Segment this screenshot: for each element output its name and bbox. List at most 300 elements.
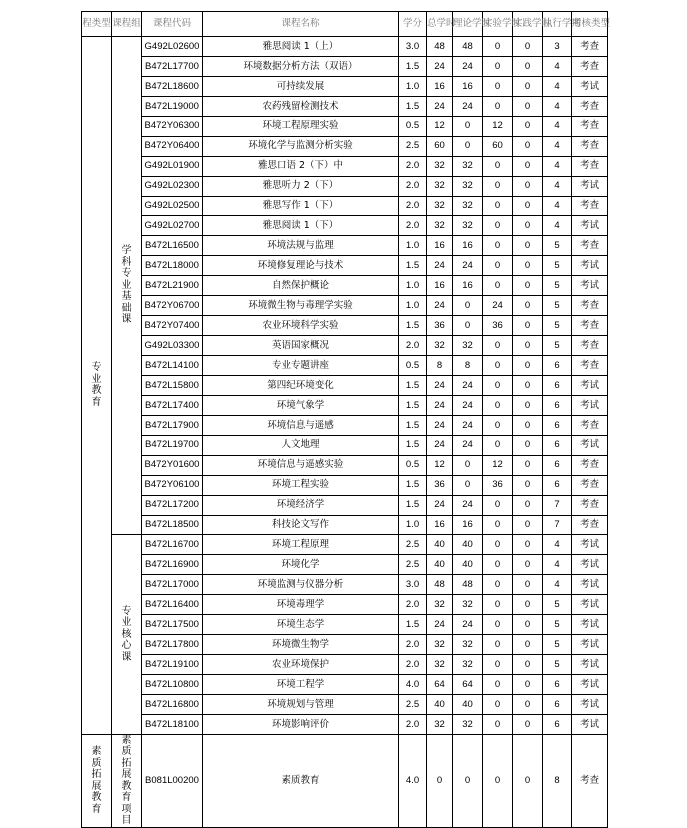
total-hours: 24 — [427, 415, 453, 435]
course-name: 环境监测与仪器分析 — [203, 575, 399, 595]
credit: 1.0 — [399, 515, 427, 535]
total-hours: 60 — [427, 136, 453, 156]
practice-hours: 0 — [513, 455, 543, 475]
experiment-hours: 24 — [483, 296, 513, 316]
term: 4 — [543, 136, 572, 156]
table-row — [82, 196, 608, 216]
experiment-hours: 0 — [483, 236, 513, 256]
experiment-hours: 0 — [483, 96, 513, 116]
term: 5 — [543, 615, 572, 635]
course-name: 雅思阅读 1（下） — [203, 216, 399, 236]
practice-hours: 0 — [513, 535, 543, 555]
theory-hours: 24 — [453, 96, 483, 116]
exam-type: 考试 — [572, 675, 608, 695]
total-hours: 16 — [427, 515, 453, 535]
credit: 1.0 — [399, 76, 427, 96]
experiment-hours: 12 — [483, 116, 513, 136]
table-row — [82, 535, 608, 555]
practice-hours: 0 — [513, 495, 543, 515]
practice-hours: 0 — [513, 555, 543, 575]
experiment-hours: 0 — [483, 256, 513, 276]
experiment-hours: 36 — [483, 475, 513, 495]
course-name: 环境工程原理实验 — [203, 116, 399, 136]
practice-hours: 0 — [513, 316, 543, 336]
total-hours: 24 — [427, 96, 453, 116]
term: 5 — [543, 336, 572, 356]
term: 3 — [543, 37, 572, 57]
group-core-text: 专业核心课 — [121, 605, 132, 663]
course-code: B472L21900 — [142, 276, 203, 296]
exam-type: 考试 — [572, 575, 608, 595]
term: 5 — [543, 655, 572, 675]
term: 6 — [543, 415, 572, 435]
practice-hours: 0 — [513, 116, 543, 136]
header-total-hours: 总学时 — [427, 12, 453, 37]
course-name: 专业专题讲座 — [203, 356, 399, 376]
practice-hours: 0 — [513, 635, 543, 655]
table-row — [82, 176, 608, 196]
term: 4 — [543, 216, 572, 236]
term: 6 — [543, 455, 572, 475]
exam-type: 考试 — [572, 216, 608, 236]
exam-type: 考查 — [572, 475, 608, 495]
exam-type: 考查 — [572, 515, 608, 535]
theory-hours: 32 — [453, 595, 483, 615]
table-row — [82, 495, 608, 515]
total-hours: 24 — [427, 56, 453, 76]
credit: 1.5 — [399, 96, 427, 116]
theory-hours: 48 — [453, 575, 483, 595]
exam-type: 考查 — [572, 316, 608, 336]
table-body — [82, 37, 608, 828]
credit: 2.0 — [399, 216, 427, 236]
course-name: 人文地理 — [203, 435, 399, 455]
experiment-hours: 0 — [483, 694, 513, 714]
exam-type: 考查 — [572, 495, 608, 515]
table-row — [82, 336, 608, 356]
course-name: 第四纪环境变化 — [203, 375, 399, 395]
table-row — [82, 415, 608, 435]
theory-hours: 40 — [453, 555, 483, 575]
practice-hours: 0 — [513, 56, 543, 76]
course-code: B472L17800 — [142, 635, 203, 655]
experiment-hours: 0 — [483, 395, 513, 415]
experiment-hours: 0 — [483, 356, 513, 376]
term: 5 — [543, 316, 572, 336]
experiment-hours: 0 — [483, 76, 513, 96]
theory-hours: 0 — [453, 316, 483, 336]
practice-hours: 0 — [513, 76, 543, 96]
course-name: 环境信息与遥感实验 — [203, 455, 399, 475]
exam-type: 考试 — [572, 256, 608, 276]
term: 4 — [543, 76, 572, 96]
credit: 1.0 — [399, 296, 427, 316]
course-name: 环境工程实验 — [203, 475, 399, 495]
exam-type: 考查 — [572, 356, 608, 376]
course-code: B472L16900 — [142, 555, 203, 575]
table-row — [82, 694, 608, 714]
practice-hours: 0 — [513, 415, 543, 435]
course-name: 环境信息与遥感 — [203, 415, 399, 435]
category-quality-text: 素质拓展教育 — [91, 746, 102, 815]
exam-type: 考查 — [572, 196, 608, 216]
course-code: B472L16800 — [142, 694, 203, 714]
exam-type: 考试 — [572, 655, 608, 675]
header-term: 执行学期 — [543, 12, 572, 37]
experiment-hours: 0 — [483, 435, 513, 455]
credit: 0.5 — [399, 116, 427, 136]
table-row — [82, 395, 608, 415]
practice-hours: 0 — [513, 37, 543, 57]
term: 4 — [543, 96, 572, 116]
table-row — [82, 296, 608, 316]
experiment-hours: 0 — [483, 216, 513, 236]
total-hours: 24 — [427, 435, 453, 455]
credit: 1.0 — [399, 276, 427, 296]
practice-hours: 0 — [513, 356, 543, 376]
course-code: B472L17900 — [142, 415, 203, 435]
table-row — [82, 595, 608, 615]
credit: 2.5 — [399, 535, 427, 555]
theory-hours: 48 — [453, 37, 483, 57]
theory-hours: 0 — [453, 136, 483, 156]
practice-hours: 0 — [513, 375, 543, 395]
header-code: 课程代码 — [142, 12, 203, 37]
practice-hours: 0 — [513, 675, 543, 695]
term: 6 — [543, 435, 572, 455]
course-name: 农药残留检测技术 — [203, 96, 399, 116]
total-hours: 40 — [427, 694, 453, 714]
course-name: 环境经济学 — [203, 495, 399, 515]
theory-hours: 0 — [453, 455, 483, 475]
total-hours: 32 — [427, 156, 453, 176]
credit: 2.0 — [399, 655, 427, 675]
course-name: 素质教育 — [203, 734, 399, 827]
table-row — [82, 156, 608, 176]
total-hours: 32 — [427, 176, 453, 196]
table-row — [82, 375, 608, 395]
table-row — [82, 356, 608, 376]
total-hours: 24 — [427, 375, 453, 395]
course-name: 可持续发展 — [203, 76, 399, 96]
header-experiment-hours: 实验学时 — [483, 12, 513, 37]
experiment-hours: 60 — [483, 136, 513, 156]
credit: 1.5 — [399, 395, 427, 415]
practice-hours: 0 — [513, 435, 543, 455]
course-name: 环境毒理学 — [203, 595, 399, 615]
practice-hours: 0 — [513, 296, 543, 316]
total-hours: 24 — [427, 495, 453, 515]
experiment-hours: 0 — [483, 156, 513, 176]
course-code: B472Y06700 — [142, 296, 203, 316]
course-name: 农业环境保护 — [203, 655, 399, 675]
table-row — [82, 435, 608, 455]
total-hours: 8 — [427, 356, 453, 376]
practice-hours: 0 — [513, 136, 543, 156]
course-code: B472L19700 — [142, 435, 203, 455]
credit: 3.0 — [399, 575, 427, 595]
term: 4 — [543, 116, 572, 136]
term: 7 — [543, 495, 572, 515]
total-hours: 36 — [427, 475, 453, 495]
category-professional — [82, 37, 112, 735]
exam-type: 考试 — [572, 375, 608, 395]
practice-hours: 0 — [513, 395, 543, 415]
credit: 1.0 — [399, 236, 427, 256]
header-exam-type: 考核类型 — [572, 12, 608, 37]
experiment-hours: 0 — [483, 635, 513, 655]
course-code: G492L03300 — [142, 336, 203, 356]
credit: 1.5 — [399, 615, 427, 635]
group-basic-text: 学科专业基础课 — [121, 245, 132, 326]
term: 4 — [543, 176, 572, 196]
table-row — [82, 276, 608, 296]
curriculum-table — [81, 11, 611, 828]
exam-type: 考查 — [572, 156, 608, 176]
theory-hours: 32 — [453, 714, 483, 734]
total-hours: 24 — [427, 256, 453, 276]
credit: 1.5 — [399, 375, 427, 395]
course-code: B472L10800 — [142, 675, 203, 695]
total-hours: 16 — [427, 236, 453, 256]
header-name: 课程名称 — [203, 12, 399, 37]
theory-hours: 64 — [453, 675, 483, 695]
experiment-hours: 0 — [483, 415, 513, 435]
total-hours: 32 — [427, 714, 453, 734]
exam-type: 考查 — [572, 56, 608, 76]
credit: 2.0 — [399, 336, 427, 356]
course-name: 环境规划与管理 — [203, 694, 399, 714]
course-name: 雅思写作 1（下） — [203, 196, 399, 216]
experiment-hours: 0 — [483, 555, 513, 575]
course-name: 雅思阅读 1（上） — [203, 37, 399, 57]
exam-type: 考试 — [572, 615, 608, 635]
credit: 2.0 — [399, 635, 427, 655]
exam-type: 考试 — [572, 595, 608, 615]
course-code: B472Y01600 — [142, 455, 203, 475]
course-name: 环境气象学 — [203, 395, 399, 415]
theory-hours: 16 — [453, 515, 483, 535]
exam-type: 考试 — [572, 76, 608, 96]
term: 7 — [543, 515, 572, 535]
credit: 3.0 — [399, 37, 427, 57]
experiment-hours: 0 — [483, 515, 513, 535]
experiment-hours: 36 — [483, 316, 513, 336]
table-row — [82, 734, 608, 827]
term: 6 — [543, 675, 572, 695]
course-code: B472L14100 — [142, 356, 203, 376]
total-hours: 24 — [427, 615, 453, 635]
table-row — [82, 455, 608, 475]
course-code: G492L01900 — [142, 156, 203, 176]
course-name: 环境化学与监测分析实验 — [203, 136, 399, 156]
course-name: 环境微生物学 — [203, 635, 399, 655]
term: 6 — [543, 475, 572, 495]
course-name: 环境修复理论与技术 — [203, 256, 399, 276]
theory-hours: 32 — [453, 655, 483, 675]
exam-type: 考试 — [572, 176, 608, 196]
table-row — [82, 37, 608, 57]
total-hours: 32 — [427, 196, 453, 216]
exam-type: 考查 — [572, 296, 608, 316]
table-row — [82, 475, 608, 495]
credit: 0.5 — [399, 356, 427, 376]
experiment-hours: 12 — [483, 455, 513, 475]
course-code: B472L16400 — [142, 595, 203, 615]
category-quality — [82, 734, 112, 827]
table-row — [82, 76, 608, 96]
term: 6 — [543, 375, 572, 395]
total-hours: 24 — [427, 395, 453, 415]
credit: 1.5 — [399, 56, 427, 76]
exam-type: 考试 — [572, 276, 608, 296]
course-code: B472L17000 — [142, 575, 203, 595]
experiment-hours: 0 — [483, 615, 513, 635]
experiment-hours: 0 — [483, 575, 513, 595]
course-code: B472L19000 — [142, 96, 203, 116]
exam-type: 考查 — [572, 116, 608, 136]
practice-hours: 0 — [513, 515, 543, 535]
course-name: 环境微生物与毒理学实验 — [203, 296, 399, 316]
total-hours: 64 — [427, 675, 453, 695]
theory-hours: 0 — [453, 475, 483, 495]
theory-hours: 32 — [453, 196, 483, 216]
term: 6 — [543, 356, 572, 376]
term: 4 — [543, 56, 572, 76]
credit: 1.5 — [399, 475, 427, 495]
course-name: 科技论文写作 — [203, 515, 399, 535]
total-hours: 36 — [427, 316, 453, 336]
practice-hours: 0 — [513, 256, 543, 276]
theory-hours: 24 — [453, 435, 483, 455]
practice-hours: 0 — [513, 475, 543, 495]
total-hours: 32 — [427, 655, 453, 675]
experiment-hours: 0 — [483, 714, 513, 734]
table-row — [82, 675, 608, 695]
table-row — [82, 635, 608, 655]
course-name: 农业环境科学实验 — [203, 316, 399, 336]
course-code: G492L02500 — [142, 196, 203, 216]
exam-type: 考试 — [572, 694, 608, 714]
practice-hours: 0 — [513, 694, 543, 714]
table-row — [82, 714, 608, 734]
exam-type: 考查 — [572, 734, 608, 827]
practice-hours: 0 — [513, 96, 543, 116]
table-row — [82, 515, 608, 535]
header-theory-hours: 理论学时 — [453, 12, 483, 37]
group-basic — [112, 37, 142, 535]
total-hours: 40 — [427, 555, 453, 575]
theory-hours: 8 — [453, 356, 483, 376]
term: 5 — [543, 296, 572, 316]
group-quality — [112, 734, 142, 827]
experiment-hours: 0 — [483, 336, 513, 356]
theory-hours: 24 — [453, 615, 483, 635]
theory-hours: 16 — [453, 76, 483, 96]
term: 5 — [543, 595, 572, 615]
table-row — [82, 316, 608, 336]
course-code: B472L17700 — [142, 56, 203, 76]
course-code: B472Y07400 — [142, 316, 203, 336]
term: 5 — [543, 276, 572, 296]
term: 6 — [543, 395, 572, 415]
term: 4 — [543, 555, 572, 575]
theory-hours: 24 — [453, 375, 483, 395]
exam-type: 考查 — [572, 136, 608, 156]
total-hours: 16 — [427, 76, 453, 96]
practice-hours: 0 — [513, 615, 543, 635]
theory-hours: 24 — [453, 256, 483, 276]
practice-hours: 0 — [513, 276, 543, 296]
term: 4 — [543, 196, 572, 216]
total-hours: 24 — [427, 296, 453, 316]
exam-type: 考试 — [572, 535, 608, 555]
credit: 4.0 — [399, 675, 427, 695]
header-row — [82, 12, 608, 37]
theory-hours: 24 — [453, 395, 483, 415]
theory-hours: 24 — [453, 56, 483, 76]
course-name: 环境数据分析方法（双语） — [203, 56, 399, 76]
theory-hours: 24 — [453, 495, 483, 515]
term: 4 — [543, 535, 572, 555]
table-row — [82, 575, 608, 595]
practice-hours: 0 — [513, 236, 543, 256]
group-quality-text: 素质拓展教育项目 — [121, 734, 132, 827]
term: 4 — [543, 156, 572, 176]
exam-type: 考试 — [572, 395, 608, 415]
credit: 1.5 — [399, 415, 427, 435]
term: 8 — [543, 734, 572, 827]
experiment-hours: 0 — [483, 495, 513, 515]
course-code: B472Y06100 — [142, 475, 203, 495]
course-code: B472Y06400 — [142, 136, 203, 156]
practice-hours: 0 — [513, 714, 543, 734]
theory-hours: 32 — [453, 336, 483, 356]
table-row — [82, 96, 608, 116]
exam-type: 考查 — [572, 37, 608, 57]
course-code: B472Y06300 — [142, 116, 203, 136]
credit: 1.5 — [399, 495, 427, 515]
credit: 2.0 — [399, 176, 427, 196]
credit: 0.5 — [399, 455, 427, 475]
practice-hours: 0 — [513, 216, 543, 236]
credit: 2.0 — [399, 595, 427, 615]
table-row — [82, 555, 608, 575]
course-name: 环境影响评价 — [203, 714, 399, 734]
experiment-hours: 0 — [483, 196, 513, 216]
experiment-hours: 0 — [483, 176, 513, 196]
theory-hours: 32 — [453, 216, 483, 236]
practice-hours: 0 — [513, 734, 543, 827]
course-name: 环境化学 — [203, 555, 399, 575]
practice-hours: 0 — [513, 655, 543, 675]
theory-hours: 32 — [453, 176, 483, 196]
practice-hours: 0 — [513, 156, 543, 176]
total-hours: 32 — [427, 216, 453, 236]
theory-hours: 32 — [453, 156, 483, 176]
exam-type: 考试 — [572, 714, 608, 734]
header-group: 课程组 — [112, 12, 142, 37]
total-hours: 12 — [427, 116, 453, 136]
theory-hours: 16 — [453, 276, 483, 296]
theory-hours: 0 — [453, 734, 483, 827]
header-category: 程类型 — [82, 12, 112, 37]
experiment-hours: 0 — [483, 56, 513, 76]
practice-hours: 0 — [513, 336, 543, 356]
credit: 4.0 — [399, 734, 427, 827]
credit: 1.5 — [399, 316, 427, 336]
credit: 2.0 — [399, 196, 427, 216]
